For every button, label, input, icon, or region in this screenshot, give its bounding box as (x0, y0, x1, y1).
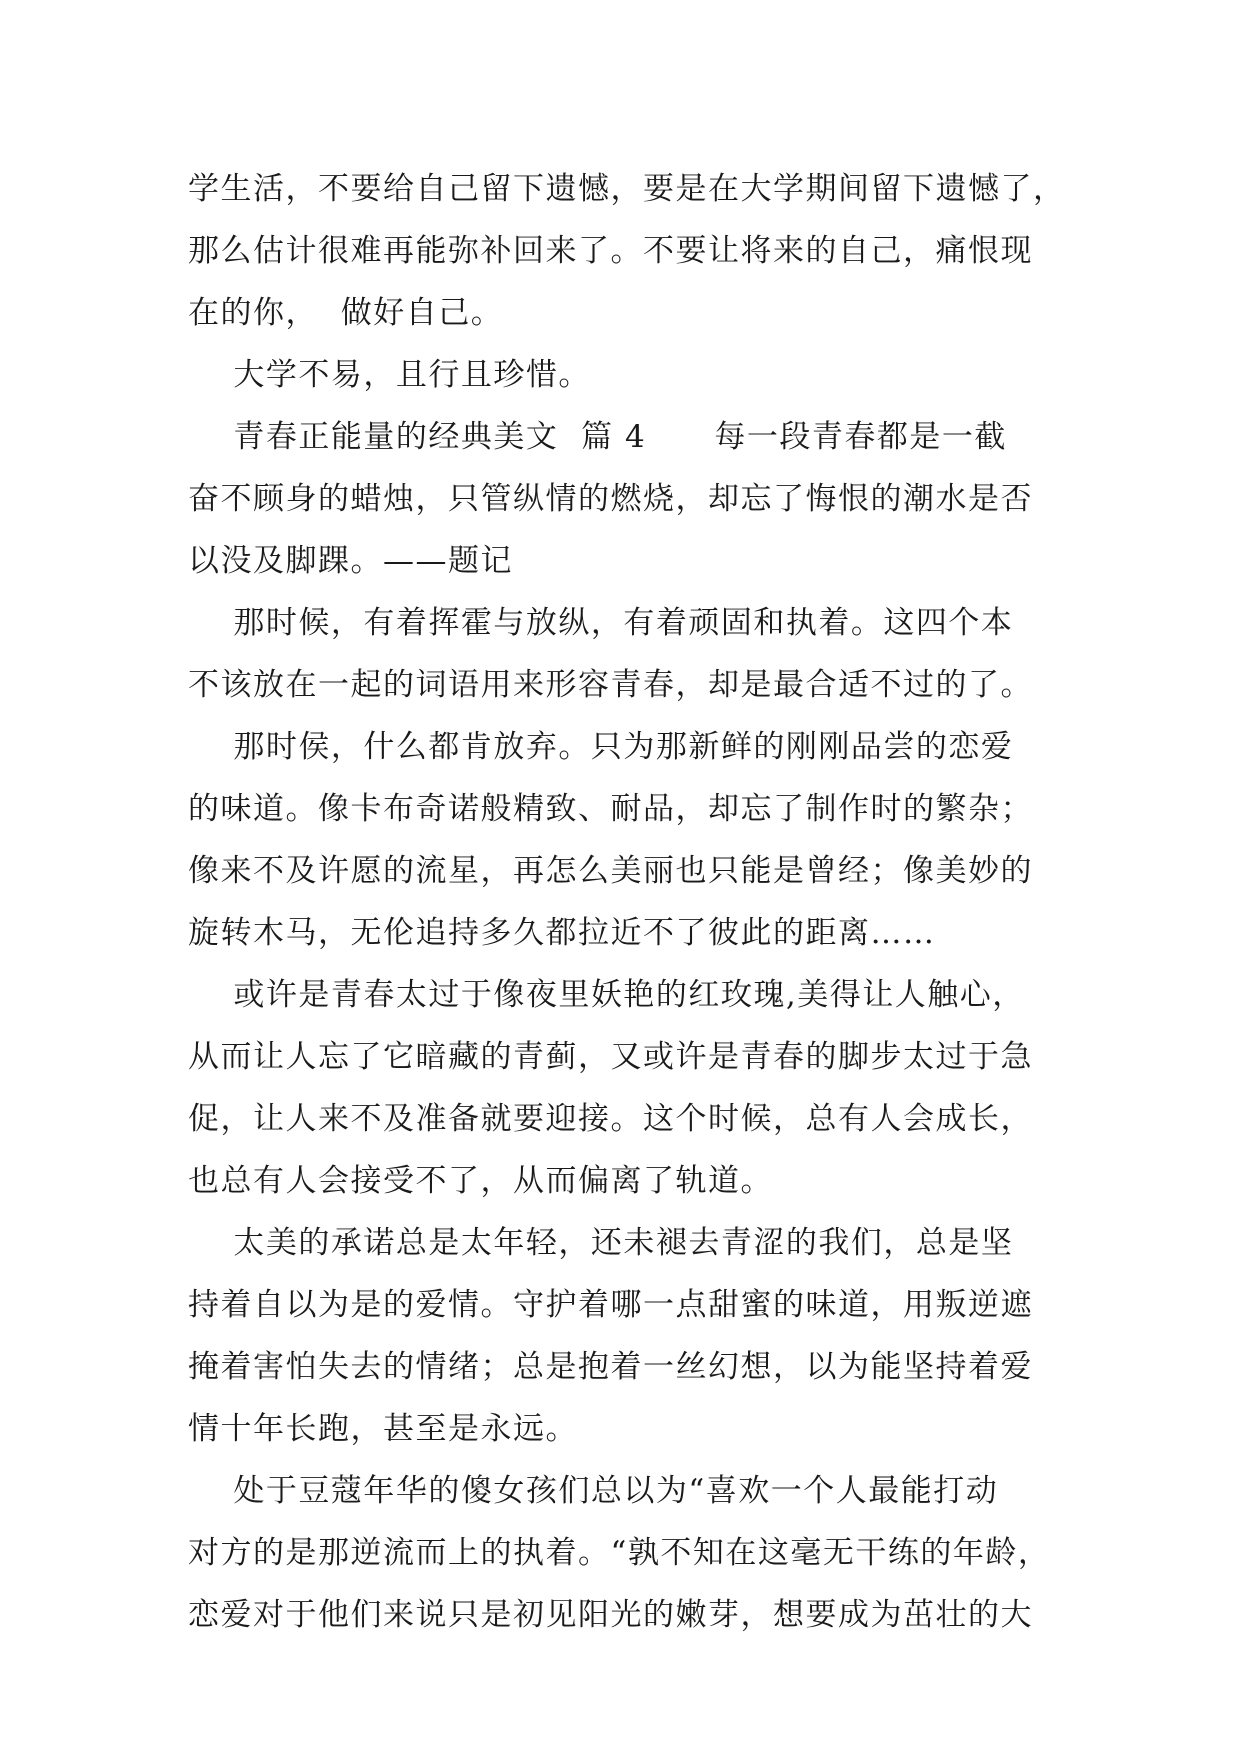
text-line: 持着自以为是的爱情。守护着哪一点甜蜜的味道，用叛逆遮 (188, 1287, 1033, 1323)
text-line: 对方的是那逆流而上的执着。“孰不知在这毫无干练的年龄， (188, 1535, 1051, 1571)
body-text (188, 158, 1068, 1646)
text-line: 从而让人忘了它暗藏的青蓟，又或许是青春的脚步太过于急 (188, 1039, 1033, 1075)
text-line: 处于豆蔻年华的傻女孩们总以为“喜欢一个人最能打动 (188, 1473, 999, 1509)
text-line: 的味道。像卡布奇诺般精致、耐品，却忘了制作时的繁杂； (188, 791, 1033, 827)
text-line: 太美的承诺总是太年轻，还未褪去青涩的我们，总是坚 (188, 1225, 1014, 1261)
text-line: 像来不及许愿的流星，再怎么美丽也只能是曾经；像美妙的 (188, 853, 1033, 889)
text-line: 大学不易，且行且珍惜。 (188, 357, 591, 393)
text-line: 那么估计很难再能弥补回来了。不要让将来的自己，痛恨现 (188, 233, 1033, 269)
text-line: 不该放在一起的词语用来形容青春，却是最合适不过的了。 (188, 667, 1033, 703)
text-line: 那时侯，什么都肯放弃。只为那新鲜的刚刚品尝的恋爱 (188, 729, 1014, 765)
text-line: 以没及脚踝。——题记 (188, 543, 513, 579)
text-line: 情十年长跑，甚至是永远。 (188, 1411, 578, 1447)
text-line: 在的你， 做好自己。 (188, 295, 504, 331)
section-heading-line: 青春正能量的经典美文 篇 4 每一段青春都是一截 (188, 419, 1007, 455)
text-line: 也总有人会接受不了，从而偏离了轨道。 (188, 1163, 773, 1199)
text-line: 奋不顾身的蜡烛，只管纵情的燃烧，却忘了悔恨的潮水是否 (188, 481, 1033, 517)
text-line: 促，让人来不及准备就要迎接。这个时候，总有人会成长， (188, 1101, 1033, 1137)
text-line: 掩着害怕失去的情绪；总是抱着一丝幻想，以为能坚持着爱 (188, 1349, 1033, 1385)
text-line: 或许是青春太过于像夜里妖艳的红玫瑰,美得让人触心， (188, 977, 1025, 1013)
text-line: 旋转木马，无伦追持多久都拉近不了彼此的距离…… (188, 915, 936, 951)
text-line: 那时候，有着挥霍与放纵，有着顽固和执着。这四个本 (188, 605, 1014, 641)
text-line: 学生活，不要给自己留下遗憾，要是在大学期间留下遗憾了， (188, 171, 1066, 207)
text-line: 恋爱对于他们来说只是初见阳光的嫩芽，想要成为茁壮的大 (188, 1597, 1033, 1633)
